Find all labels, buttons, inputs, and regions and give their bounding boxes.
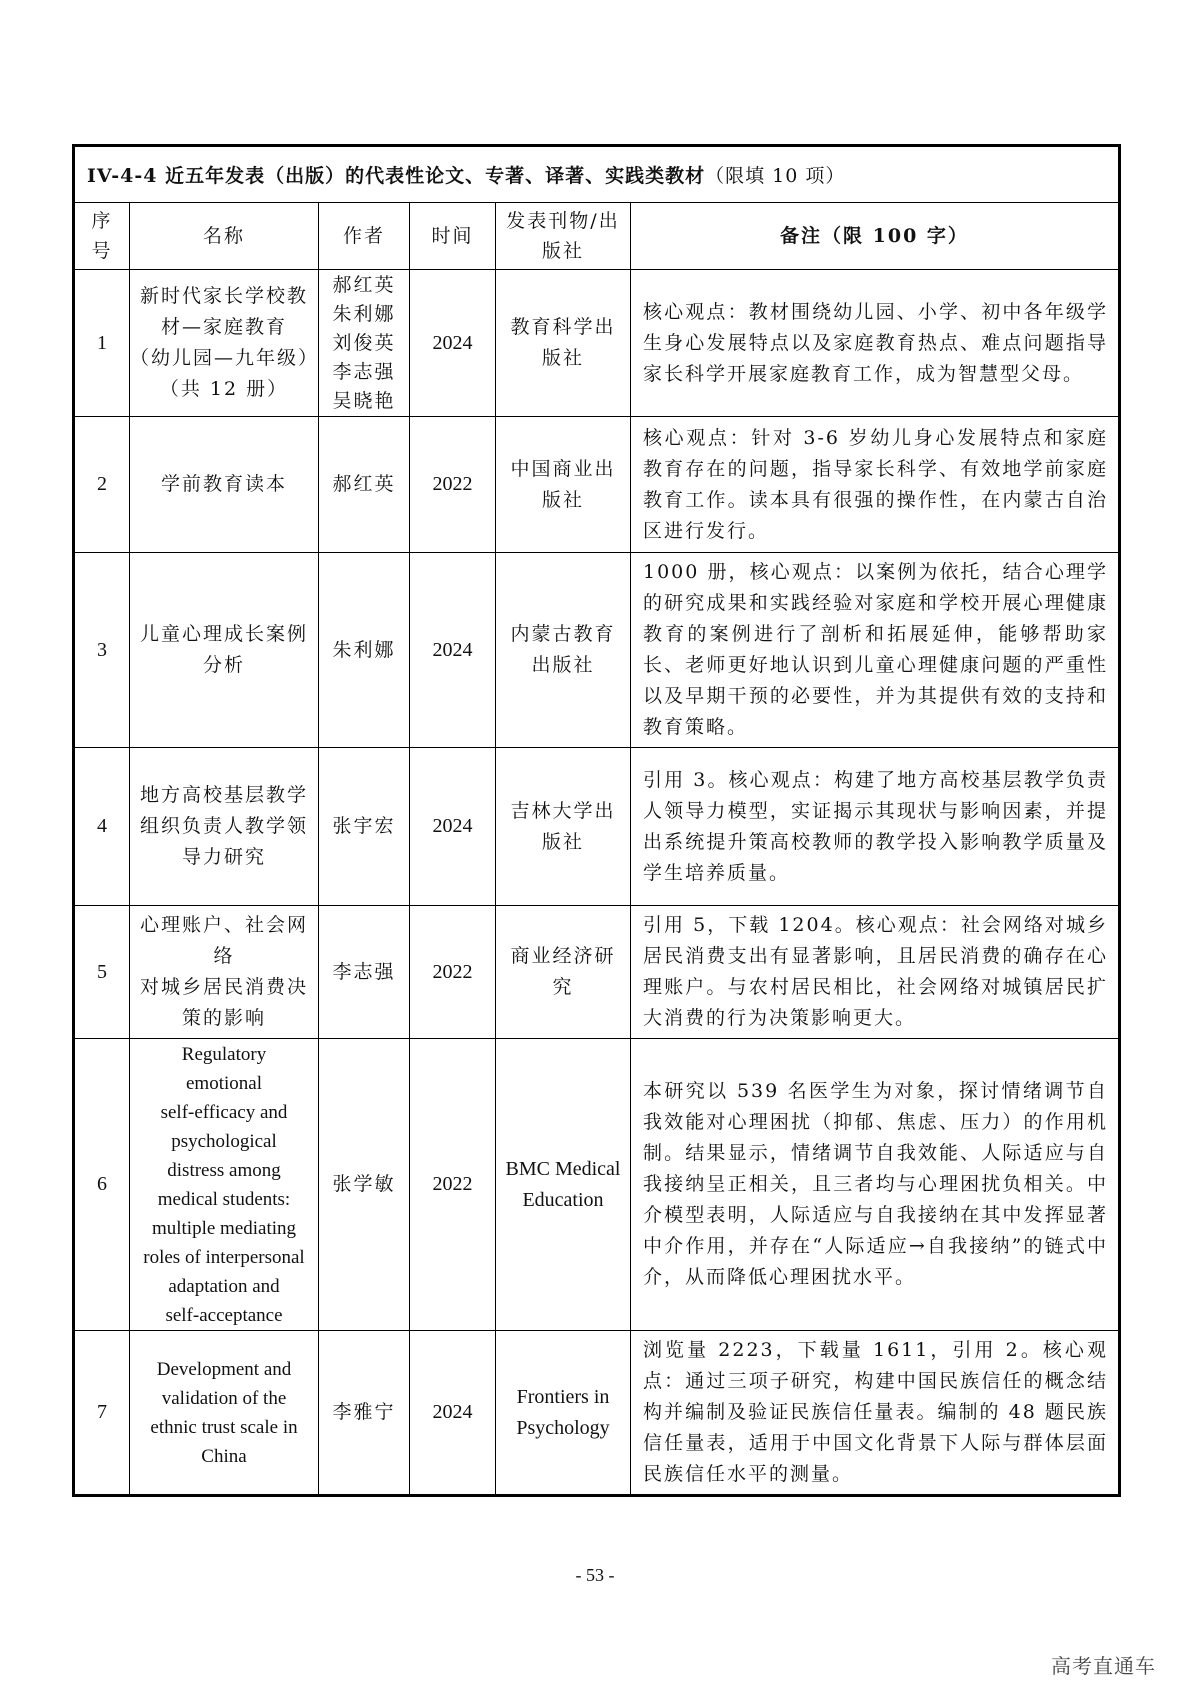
row-authors [319, 906, 410, 1039]
row-index: 7 [74, 1331, 130, 1496]
row-name-line: self-acceptance [165, 1304, 283, 1326]
table-row [74, 270, 1120, 417]
row-index: 3 [74, 553, 130, 748]
row-author: 张宇宏 [332, 815, 396, 837]
row-publisher-line: 内蒙古教育 [510, 623, 616, 645]
row-name-line: medical students: [157, 1188, 291, 1210]
row-name-line: （共 12 册） [159, 378, 289, 400]
row-year: 2024 [410, 748, 496, 906]
row-name-line: 新时代家长学校教 [139, 285, 308, 307]
row-publisher-line: 版社 [541, 830, 584, 853]
row-name-line: emotional [186, 1072, 262, 1094]
row-author: 朱利娜 [332, 638, 396, 661]
row-author: 李志强 [332, 360, 396, 383]
row-name [130, 1331, 319, 1496]
row-note: 核心观点：针对 3-6 岁幼儿身心发展特点和家庭教育存在的问题，指导家长科学、有效地学前家庭教育工作。读本具有很强的操作性，在内蒙古自治区进行发行。 [631, 417, 1120, 553]
caption-limit: （限填 10 项） [705, 165, 846, 187]
row-author: 李志强 [332, 960, 396, 983]
row-note: 浏览量 2223，下载量 1611，引用 2。核心观点：通过三项子研究，构建中国民族信任的概念结构并编制及验证民族信任量表。编制的 48 题民族信任量表，适用于中国文化背景下人际与群体层面民族信任水平的测量。 [631, 1331, 1120, 1496]
row-authors [319, 417, 410, 553]
table-row [74, 906, 1120, 1039]
header-index [74, 203, 130, 270]
row-note: 引用 5，下载 1204。核心观点：社会网络对城乡居民消费支出有显著影响，且居民消费的确存在心理账户。与农村居民相比，社会网络对城镇居民扩大消费的行为决策影响更大。 [631, 906, 1120, 1039]
row-publisher-line: 版社 [541, 347, 584, 369]
achievements-table [72, 144, 1121, 1497]
row-name-line: 组织负责人教学领 [139, 815, 308, 837]
row-index: 1 [74, 270, 130, 417]
row-name [130, 906, 319, 1039]
row-name [130, 553, 319, 748]
row-name-line: multiple mediating [151, 1217, 297, 1239]
row-name-line: 地方高校基层教学 [139, 784, 308, 806]
row-name-line: roles of interpersonal [143, 1246, 305, 1268]
header-index-line: 号 [91, 240, 113, 262]
header-name: 名称 [130, 203, 319, 270]
row-authors [319, 748, 410, 906]
header-note: 备注（限 100 字） [631, 203, 1120, 270]
row-index: 2 [74, 417, 130, 553]
row-author: 李雅宁 [332, 1401, 396, 1423]
row-publisher-line: 版社 [541, 488, 584, 511]
row-year: 2024 [410, 553, 496, 748]
header-publisher-line: 版社 [541, 240, 584, 262]
row-year: 2024 [410, 270, 496, 417]
row-name-line: distress among [167, 1159, 281, 1181]
row-name-line: （幼儿园—九年级） [130, 347, 320, 369]
row-publisher [496, 270, 631, 417]
achievements-table-container [72, 144, 1118, 1497]
row-index: 4 [74, 748, 130, 906]
row-publisher [496, 553, 631, 748]
row-name-line: psychological [171, 1130, 277, 1152]
row-publisher [496, 1331, 631, 1496]
table-row [74, 1331, 1120, 1496]
row-name-line: self-efficacy and [160, 1101, 288, 1123]
row-year: 2022 [410, 1039, 496, 1331]
row-publisher [496, 1039, 631, 1331]
row-name-line: 策的影响 [181, 1007, 266, 1029]
row-author: 张学敏 [332, 1173, 396, 1195]
row-index: 6 [74, 1039, 130, 1331]
row-publisher-line: Education [522, 1188, 604, 1211]
row-name-line: 学前教育读本 [160, 473, 287, 495]
row-note: 1000 册，核心观点：以案例为依托，结合心理学的研究成果和实践经验对家庭和学校开展心理健康教育的案例进行了剖析和拓展延伸，能够帮助家长、老师更好地认识到儿童心理健康问题的严重性以及早期干预的必要性，并为其提供有效的支持和教育策略。 [631, 553, 1120, 748]
row-publisher-line: Psychology [516, 1416, 610, 1439]
table-caption [74, 146, 1120, 203]
table-row [74, 417, 1120, 553]
row-name-line: validation of the [161, 1387, 287, 1409]
row-authors [319, 553, 410, 748]
row-year: 2022 [410, 906, 496, 1039]
row-name-line: 儿童心理成长案例 [139, 623, 308, 645]
row-name-line: 导力研究 [181, 846, 266, 868]
row-year: 2024 [410, 1331, 496, 1496]
row-name-line: Development and [156, 1358, 292, 1380]
header-publisher-line: 发表刊物/出 [506, 210, 620, 232]
row-authors [319, 1039, 410, 1331]
row-name [130, 1039, 319, 1331]
row-name [130, 417, 319, 553]
row-name [130, 748, 319, 906]
table-caption-row [74, 146, 1120, 203]
row-name-line: 对城乡居民消费决 [139, 976, 308, 998]
watermark-logo-text: 高考直通车 [1051, 1654, 1156, 1678]
caption-title: IV-4-4 近五年发表（出版）的代表性论文、专著、译著、实践类教材 [87, 165, 706, 187]
row-note: 本研究以 539 名医学生为对象，探讨情绪调节自我效能对心理困扰（抑郁、焦虑、压力）的作用机制。结果显示，情绪调节自我效能、人际适应与自我接纳呈正相关，且三者均与心理困扰负相关。中介模型表明，人际适应与自我接纳在其中发挥显著中介作用，并存在“人际适应→自我接纳”的链式中介，从而降低心理困扰水平。 [631, 1039, 1120, 1331]
row-publisher-line: 中国商业出 [510, 457, 616, 480]
row-publisher-line: 商业经济研 [510, 945, 616, 967]
row-name-line: Regulatory [181, 1043, 267, 1065]
page-number: - 53 - [575, 1565, 615, 1585]
row-author: 吴晓艳 [332, 389, 396, 412]
row-name-line: adaptation and [168, 1275, 280, 1297]
row-authors [319, 1331, 410, 1496]
row-publisher-line: 吉林大学出 [510, 799, 616, 822]
row-publisher-line: 出版社 [531, 654, 595, 676]
row-publisher [496, 906, 631, 1039]
row-author: 朱利娜 [332, 302, 396, 325]
row-publisher-line: BMC Medical [505, 1157, 621, 1180]
table-row [74, 748, 1120, 906]
row-name [130, 270, 319, 417]
row-publisher [496, 417, 631, 553]
row-author: 郝红英 [332, 273, 396, 296]
row-name-line: ethnic trust scale in [150, 1416, 298, 1438]
row-name-line: 材—家庭教育 [160, 316, 287, 338]
header-index-line: 序 [91, 210, 113, 232]
table-row [74, 553, 1120, 748]
row-note: 引用 3。核心观点：构建了地方高校基层教学负责人领导力模型，实证揭示其现状与影响因素，并提出系统提升策高校教师的教学投入影响教学质量及学生培养质量。 [631, 748, 1120, 906]
row-author: 刘俊英 [332, 331, 396, 354]
row-name-line: 心理账户、社会网络 [139, 914, 308, 967]
header-author: 作者 [319, 203, 410, 270]
row-index: 5 [74, 906, 130, 1039]
header-publisher [496, 203, 631, 270]
row-author: 郝红英 [332, 473, 396, 495]
table-row [74, 1039, 1120, 1331]
row-note: 核心观点：教材围绕幼儿园、小学、初中各年级学生身心发展特点以及家庭教育热点、难点问题指导家长科学开展家庭教育工作，成为智慧型父母。 [631, 270, 1120, 417]
row-publisher-line: 教育科学出 [510, 316, 616, 338]
row-authors [319, 270, 410, 417]
table-header-row [74, 203, 1120, 270]
row-publisher-line: Frontiers in [516, 1385, 610, 1408]
row-name-line: China [201, 1445, 247, 1467]
row-name-line: 分析 [202, 654, 245, 676]
row-year: 2022 [410, 417, 496, 553]
header-time: 时间 [410, 203, 496, 270]
row-publisher-line: 究 [552, 976, 574, 998]
row-publisher [496, 748, 631, 906]
